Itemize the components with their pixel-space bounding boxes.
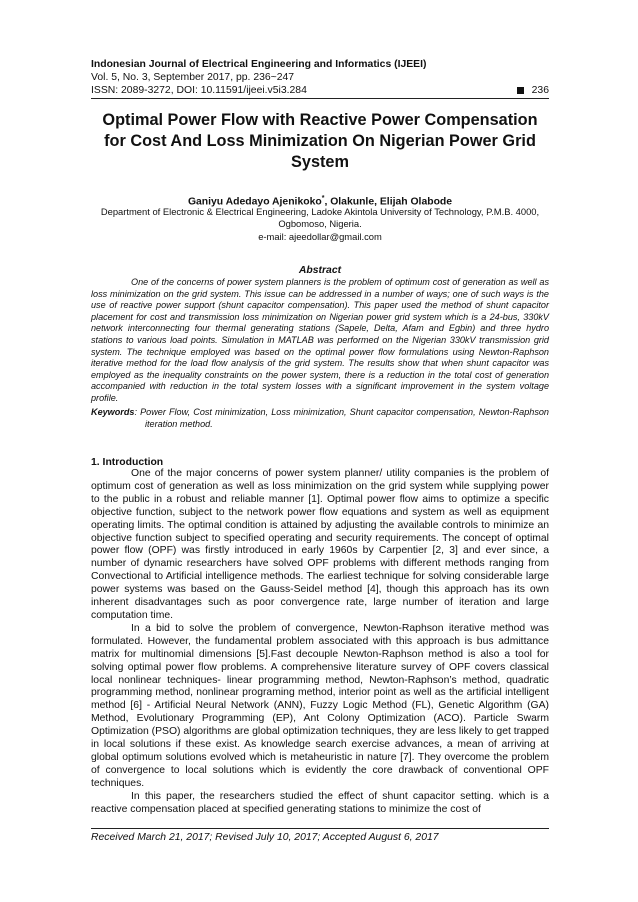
- author-first: Ganiyu Adedayo Ajenikoko: [187, 196, 322, 208]
- header-divider: [91, 98, 549, 99]
- section-heading-introduction: 1. Introduction: [91, 457, 164, 468]
- paragraph: In this paper, the researchers studied the effect of shunt capacitor setting. which is a reactive compensation placed at specified generating stations to minimize the cost of: [91, 790, 549, 815]
- abstract-heading: Abstract: [298, 265, 342, 276]
- introduction-body: [91, 468, 549, 816]
- journal-name: Indonesian Journal of Electrical Engineering and Informatics (IJEEI): [91, 59, 427, 70]
- author-rest: , Olakunle, Elijah Olabode: [324, 196, 453, 208]
- running-header: [91, 58, 549, 97]
- footer-divider: [91, 828, 549, 829]
- received-dates: Received March 21, 2017; Revised July 10, 2017; Accepted August 6, 2017: [91, 832, 439, 843]
- abstract-text: One of the concerns of power system planners is the problem of optimum cost of generation as well as loss minimization on the grid system. This issue can be addressed in a number of ways; one of such ways is the use of reactive power support (shunt capacitor compensation). This paper used the method of shunt capacitor placement for cost and transmission loss minimization on Nigerian power grid system which is a 24-bus, 330kV network interconnecting four thermal generating stations (Sapele, Delta, Afam and Egbin) and three hydro stations to various load points. Simulation in MATLAB was performed on the Nigerian 330kV transmission grid system. The technique employed was based on the optimal power flow formulations using Newton-Raphson iterative method for the load flow analysis of the grid system. The results show that when shunt capacitor was employed as the inequality constraints on the power system, there is a reduction in the total cost of generation accompanied with reduction in the total system losses with a significant improvement in the system voltage profile.: [91, 277, 549, 403]
- department: Department of Electronic & Electrical Engineering, Ladoke Akintola University of Technology, P.M.B. 4000, Ogbomoso, Nigeria.: [100, 206, 540, 230]
- affiliation: [91, 206, 549, 243]
- keywords-label: Keywords: [91, 407, 135, 417]
- issn-row: [91, 84, 549, 97]
- email: e-mail: ajeedollar@gmail.com: [258, 230, 382, 242]
- square-bullet-icon: [517, 87, 524, 94]
- keywords: [91, 407, 549, 430]
- paper-title: Optimal Power Flow with Reactive Power Compensation for Cost And Loss Minimization On Nigerian Power Grid System: [102, 111, 538, 171]
- volume-info: Vol. 5, No. 3, September 2017, pp. 236~247: [91, 72, 295, 83]
- page-number: 236: [531, 85, 549, 96]
- paragraph: In a bid to solve the problem of convergence, Newton-Raphson iterative method was formulated. However, the fundamental problem associated with this approach is bus admittance matrix for multinomial dimensions [5].Fast decouple Newton-Raphson method is also a tool for solving optimal power flow problems. A comprehensive literature survey of OPF covers classical local nonlinear techniques- linear programming method, Newton-Raphson’s method, quadratic programming method, nonlinear programing method, interior point as well as the artificial intelligent method [6] - Artificial Neural Network (ANN), Fuzzy Logic Method (FL), Genetic Algorithm (GA) Method, Evolutionary Programming (EP), Ant Colony Optimization (ACO). Particle Swarm Optimization (PSO) algorithms are global optimization techniques, they are less likely to get trapped in local solutions if these exist. As knowledge search exercise advances, a mean of arriving at global optimum solutions evolved which is metaheuristic in nature [7]. They overcome the problem of convergence to local solutions which is evidently the core drawback of conventional OPF techniques.: [91, 622, 549, 789]
- issn-doi: ISSN: 2089-3272, DOI: 10.11591/ijeei.v5i3.284: [91, 85, 307, 96]
- corresponding-mark: *: [321, 195, 325, 202]
- paragraph: One of the major concerns of power system planner/ utility companies is the problem of optimum cost of generation as well as loss minimization on the grid system while supplying power to the public in a robust and reliable manner [1]. Optimal power flow aims to optimize a specific objective function, subject to the network power flow equations and system as well as equipment operating limits. The optimal condition is attained by adjusting the available controls to minimize an objective function subject to specified operating and security requirements. The concept of optimal power flow (OPF) was firstly introduced in early 1960s by Carpentier [2, 3] and ever since, a number of dynamic researchers have solved OPF problems with different methods ranging from Convectional to Artificial intelligence methods. The earliest technique for solving considerable large power systems was based on the Gauss-Seidel method [4], though this approach has its own inherent disadvantages such as poor convergence rate, large number of iteration and large computation time.: [91, 468, 549, 621]
- keywords-text: : Power Flow, Cost minimization, Loss minimization, Shunt capacitor compensation, Newton-Raphson iteration method.: [134, 407, 549, 429]
- page-number-group: [517, 85, 549, 96]
